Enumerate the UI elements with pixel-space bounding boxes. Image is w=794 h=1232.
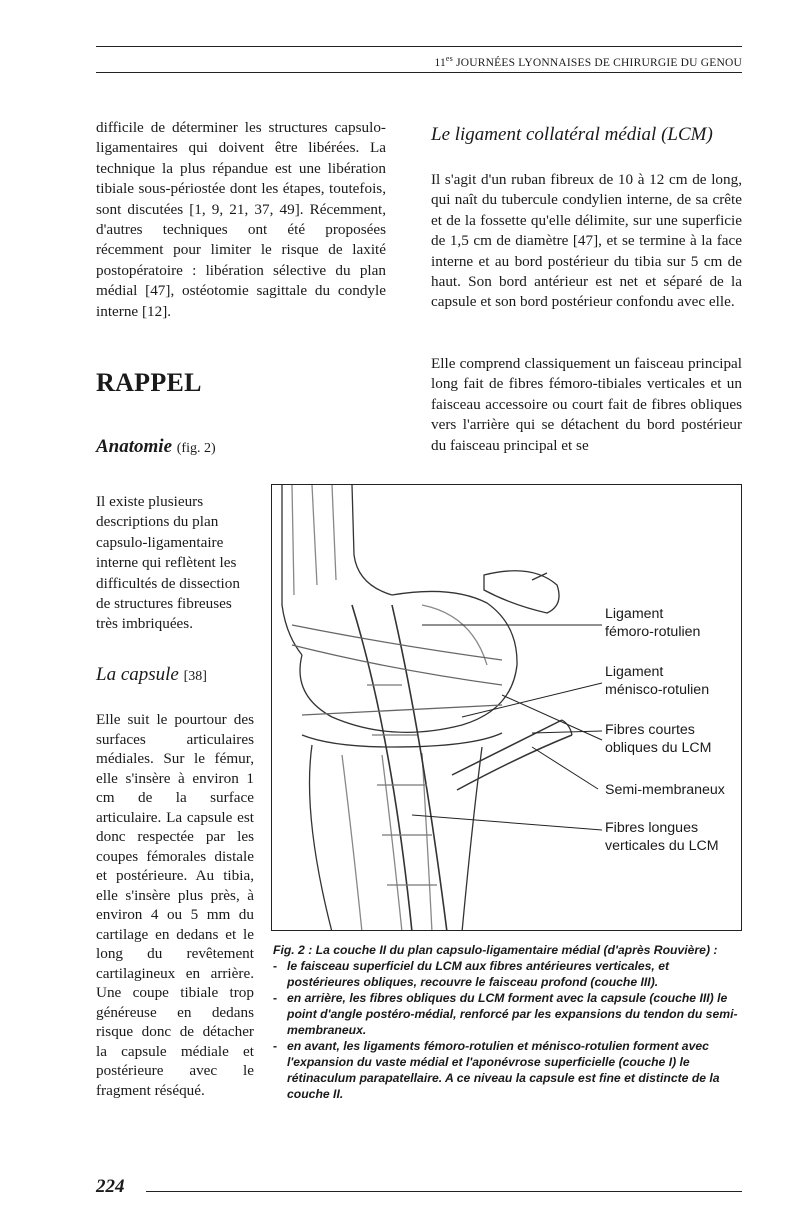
lcm-heading: Le ligament collatéral médial (LCM) [431, 124, 713, 145]
lcm-paragraph-1: Il s'agit d'un ruban fibreux de 10 à 12 cm de long, qui naît du tubercule condylien interne, de sa crête et de la fossette qu'elle délimite, sur une superficie de 1,5 cm de diamètre [47], et se termine à la face interne et au bord postérieur du tibia sur 5 cm de haut. Son bord antérieur est net et séparé de la capsule et son bord postérieur confondu avec elle. [431, 171, 742, 311]
capsule-paragraph: Elle suit le pourtour des surfaces articulaires médiales. Sur le fémur, elle s'insère à environ 1 cm de la surface articulaire. La capsule est donc respectée par les coupes fémorales distale et postérieure. Au tibia, elle s'insère plus près, à environ 4 ou 5 mm du cartilage en dedans et le long du revêtement cartilagineux en arrière. Une coupe tibiale trop généreuse en dedans risque donc de détacher la capsule médiale et postérieure avec le fragment réséqué. [96, 711, 254, 1099]
figure-2 [271, 484, 742, 931]
label-fibres-longues: Fibres longues verticales du LCM [605, 820, 719, 854]
anatomy-heading: Anatomie (fig. 2) [96, 436, 216, 457]
footer-rule [146, 1191, 742, 1192]
header-rule-top [96, 46, 742, 47]
caption-title: Fig. 2 : La couche II du plan capsulo-ligamentaire médial (d'après Rouvière) : [273, 943, 718, 957]
caption-item: - en avant, les ligaments fémoro-rotulien et ménisco-rotulien forment avec l'expansion du vaste médial et l'aponévrose superficielle (couche I) le rétinaculum parapatellaire. A ce niveau la capsule est fine et distincte de la couche II. [273, 1039, 720, 1101]
anatomy-paragraph: Il existe plusieurs descriptions du plan capsulo-ligamentaire interne qui reflètent les difficultés de dissection de structures fibreuses très imbriquées. [96, 493, 240, 633]
label-semi-membraneux: Semi-membraneux [605, 782, 725, 798]
lcm-paragraph-2: Elle comprend classiquement un faisceau principal long fait de fibres fémoro-tibiales verticales et un faisceau accessoire ou court fait de fibres obliques vers l'arrière qui se détachent du bord postérieur du faisceau principal et se [431, 355, 742, 454]
header-rule-bottom [96, 72, 742, 73]
capsule-heading: La capsule [38] [96, 664, 207, 685]
knee-illustration [272, 485, 742, 931]
label-ligament-femoro-rotulien: Ligament fémoro-rotulien [605, 606, 701, 640]
label-fibres-courtes: Fibres courtes obliques du LCM [605, 722, 712, 756]
intro-paragraph: difficile de déterminer les structures capsulo-ligamentaires qui doivent être libérées. La technique la plus répandue est une libération tibiale sous-périostée dont les étapes, toutefois, sont discutées [1, 9, 21, 37, 49]. Récemment, d'autres techniques ont été proposées récemment pour limiter le risque de laxité postopératoire : libération sélective du plan médial [47], ostéotomie sagittale du condyle interne [12]. [96, 119, 386, 320]
label-ligament-menisco-rotulien: Ligament ménisco-rotulien [605, 664, 710, 698]
caption-item: - en arrière, les fibres obliques du LCM forment avec la capsule (couche III) le point d'angle postéro-médial, renforcé par les expansions du tendon du semi-membraneux. [273, 991, 738, 1037]
running-title: $11^{es}$ JOURNÉES LYONNAISES DE CHIRURGIE DU GENOU [434, 54, 742, 69]
section-title: RAPPEL [96, 368, 202, 397]
page-number: 224 [96, 1176, 125, 1197]
figure-caption [273, 942, 743, 1102]
caption-item: - le faisceau superficiel du LCM aux fibres antérieures verticales, et postérieures obliques, recouvre le faisceau profond (couche III). [273, 959, 670, 989]
